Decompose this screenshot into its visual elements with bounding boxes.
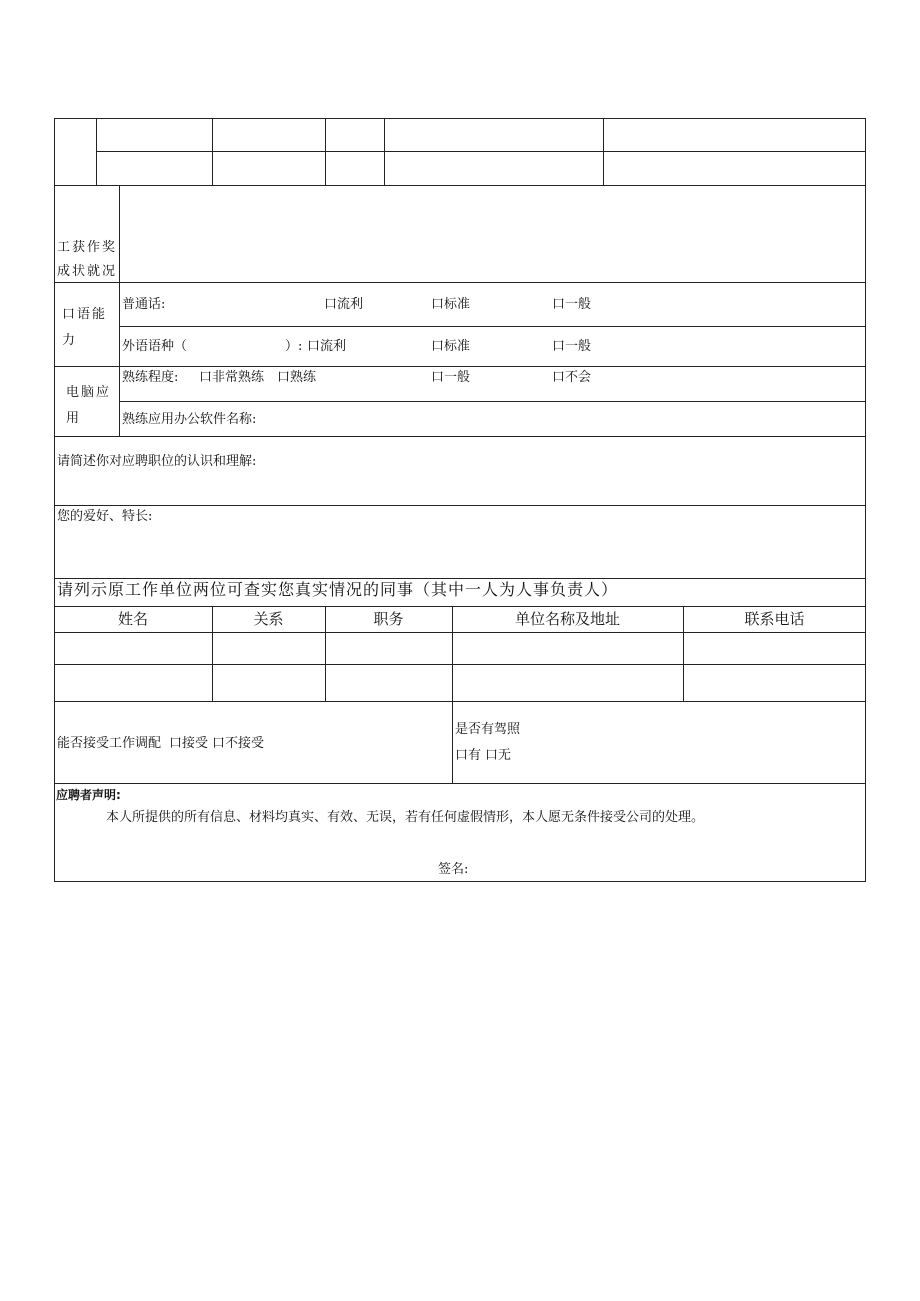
divider xyxy=(96,118,97,185)
divider xyxy=(603,118,604,185)
divider xyxy=(119,401,866,402)
declaration-text: 本人所提供的所有信息、材料均真实、有效、无误，若有任何虚假情形，本人愿无条件接受公司的处理。 xyxy=(106,810,705,825)
transfer-accept-checkbox[interactable]: 口接受 xyxy=(169,736,209,751)
license-yes-checkbox[interactable]: 口有 xyxy=(455,748,482,763)
computer-label: 电脑应用 xyxy=(66,385,112,426)
references-header-name: 姓名 xyxy=(117,610,148,628)
oral-ability-label: 口语能力 xyxy=(62,307,108,348)
divider xyxy=(325,118,326,185)
divider xyxy=(54,185,866,186)
references-header-relation: 关系 xyxy=(253,610,284,628)
foreign-average-checkbox[interactable]: 口一般 xyxy=(552,339,592,354)
divider xyxy=(212,606,213,702)
references-title: 请列示原工作单位两位可查实您真实情况的同事（其中一人为人事负责人） xyxy=(57,580,619,599)
mandarin-standard-checkbox[interactable]: 口标准 xyxy=(431,297,471,312)
divider xyxy=(54,632,866,633)
achievements-label: 工获作奖成状就况 xyxy=(57,240,118,279)
transfer-decline-checkbox[interactable]: 口不接受 xyxy=(212,736,265,751)
software-label: 熟练应用办公软件名称: xyxy=(122,412,257,427)
signature-label: 签名: xyxy=(438,862,469,877)
license-question: 是否有驾照 xyxy=(455,722,521,737)
skill-expert-checkbox[interactable]: 口非常熟练 xyxy=(199,370,265,385)
hobbies-label: 您的爱好、特长: xyxy=(57,509,153,524)
divider xyxy=(325,606,326,702)
foreign-language-label: 外语语种（ xyxy=(122,339,188,354)
divider xyxy=(212,118,213,185)
references-header-phone: 联系电话 xyxy=(744,610,805,628)
position-understanding-label: 请简述你对应聘职位的认识和理解: xyxy=(57,454,257,469)
mandarin-average-checkbox[interactable]: 口一般 xyxy=(552,297,592,312)
divider xyxy=(54,505,866,506)
mandarin-fluent-checkbox[interactable]: 口流利 xyxy=(324,297,364,312)
divider xyxy=(54,664,866,665)
skill-none-checkbox[interactable]: 口不会 xyxy=(552,370,592,385)
divider xyxy=(54,783,866,784)
license-no-checkbox[interactable]: 口无 xyxy=(485,748,512,763)
declaration-title: 应聘者声明: xyxy=(56,788,121,802)
transfer-question: 能否接受工作调配 xyxy=(57,736,162,751)
divider xyxy=(54,606,866,607)
divider xyxy=(54,436,866,437)
references-header-company: 单位名称及地址 xyxy=(514,610,620,628)
references-header-title: 职务 xyxy=(373,610,404,628)
divider xyxy=(683,606,684,702)
divider xyxy=(384,118,385,185)
divider xyxy=(452,606,453,702)
divider xyxy=(54,701,866,702)
mandarin-label: 普通话: xyxy=(122,297,166,312)
divider xyxy=(54,366,866,367)
skill-proficient-checkbox[interactable]: 口熟练 xyxy=(277,370,317,385)
foreign-fluent-checkbox[interactable]: 口流利 xyxy=(307,339,347,354)
foreign-standard-checkbox[interactable]: 口标准 xyxy=(431,339,471,354)
foreign-language-close: ）: xyxy=(285,339,303,354)
skill-label: 熟练程度: xyxy=(122,370,179,385)
divider xyxy=(54,282,866,283)
form-table xyxy=(54,118,866,882)
divider xyxy=(119,326,866,327)
divider xyxy=(452,701,453,783)
skill-average-checkbox[interactable]: 口一般 xyxy=(431,370,471,385)
divider xyxy=(54,578,866,579)
